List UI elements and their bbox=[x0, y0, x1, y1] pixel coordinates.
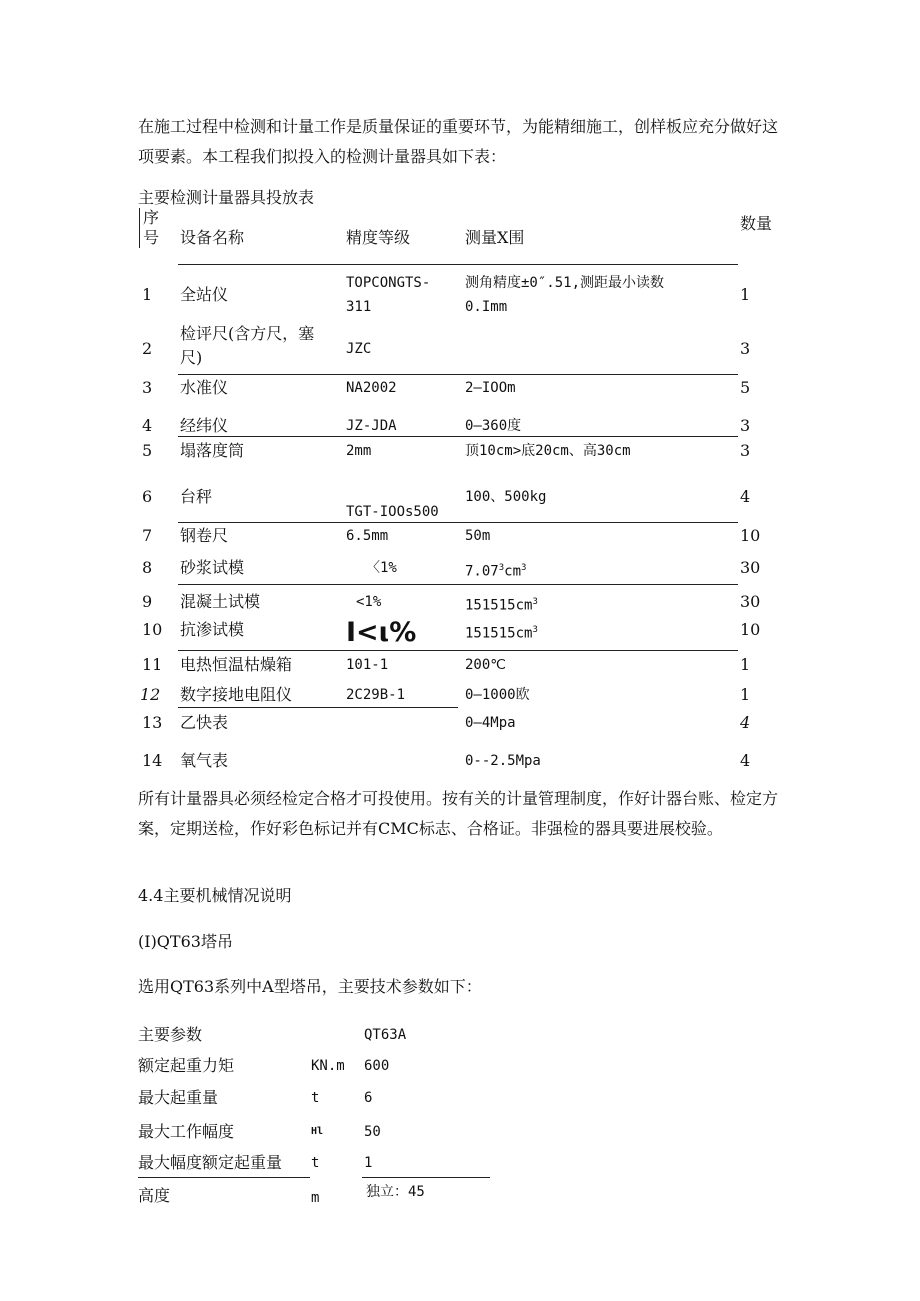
row-name: 氧气表 bbox=[180, 751, 229, 770]
row-name: 钢卷尺 bbox=[180, 526, 229, 545]
param-label: 最大起重量 bbox=[138, 1088, 219, 1107]
header-name: 设备名称 bbox=[180, 228, 245, 247]
row-seq: 8 bbox=[142, 558, 153, 577]
param-label: 高度 bbox=[138, 1186, 171, 1205]
row-precision: TOPCONGTS- bbox=[346, 275, 431, 291]
param-value: 1 bbox=[364, 1155, 373, 1171]
table-rule bbox=[178, 584, 738, 585]
row-precision: NA2002 bbox=[346, 380, 397, 396]
row-qty: 4 bbox=[740, 751, 751, 770]
row-precision: <1% bbox=[356, 594, 382, 610]
row-range: 0—1000欧 bbox=[465, 687, 530, 703]
row-precision: 2C29B-1 bbox=[346, 687, 406, 703]
row-name: 台秤 bbox=[180, 487, 213, 506]
param-unit: KN.m bbox=[311, 1058, 345, 1074]
table-rule bbox=[178, 707, 458, 708]
row-seq: 11 bbox=[142, 655, 163, 674]
params-rule-left bbox=[138, 1177, 310, 1178]
row-range: $7.07^3cm^3$ bbox=[465, 563, 527, 580]
row-range: $151515cm^3$ bbox=[465, 625, 538, 642]
param-unit: m bbox=[311, 1190, 320, 1206]
row-name: 全站仪 bbox=[180, 285, 229, 304]
row-name: 乙快表 bbox=[180, 713, 229, 732]
after-table-paragraph: 所有计量器具必须经检定合格才可投使用。按有关的计量管理制度，作好计器台账、检定方案，定期送检，作好彩色标记并有CMC标志、合格证。非强检的器具要进展校验。 bbox=[138, 789, 779, 838]
row-qty: 1 bbox=[740, 655, 751, 674]
row-precision: 2mm bbox=[346, 443, 372, 459]
row-precision: 311 bbox=[346, 299, 372, 315]
table-rule bbox=[178, 436, 738, 437]
row-range: 100、500kg bbox=[465, 489, 547, 505]
selection-paragraph: 选用QT63系列中A型塔吊，主要技术参数如下： bbox=[138, 977, 482, 996]
table-rule bbox=[178, 374, 738, 375]
param-value: 6 bbox=[364, 1090, 373, 1106]
row-qty: 3 bbox=[740, 416, 751, 435]
param-value: QT63A bbox=[364, 1027, 407, 1043]
table-rule bbox=[178, 650, 738, 651]
row-qty: 10 bbox=[740, 620, 761, 639]
row-seq: 6 bbox=[142, 487, 153, 506]
row-qty: 4 bbox=[740, 713, 751, 732]
row-seq: 10 bbox=[142, 620, 163, 639]
row-range: 200℃ bbox=[465, 657, 507, 673]
params-rule-right bbox=[362, 1177, 490, 1178]
row-qty: 4 bbox=[740, 487, 751, 506]
row-range: 0—360度 bbox=[465, 418, 522, 434]
row-seq: 3 bbox=[142, 378, 153, 397]
param-value: 600 bbox=[364, 1058, 390, 1074]
row-name: 数字接地电阻仪 bbox=[180, 685, 293, 704]
row-range: 2—IOOm bbox=[465, 380, 516, 396]
row-seq: 12 bbox=[140, 685, 161, 704]
row-precision: 101-1 bbox=[346, 657, 389, 673]
param-label: 最大工作幅度 bbox=[138, 1122, 235, 1141]
row-range: 0—4Mpa bbox=[465, 715, 516, 731]
row-name: 塌落度筒 bbox=[180, 441, 245, 460]
header-left-bar bbox=[139, 208, 140, 248]
row-name: 检评尺(含方尺，塞 bbox=[180, 324, 315, 343]
header-seq-top: 序 bbox=[143, 208, 160, 227]
header-range: 测量X围 bbox=[465, 228, 525, 247]
param-unit: Hl bbox=[311, 1126, 324, 1137]
row-seq: 5 bbox=[142, 441, 153, 460]
param-value: 50 bbox=[364, 1124, 381, 1140]
row-name: 混凝土试模 bbox=[180, 592, 261, 611]
row-qty: 10 bbox=[740, 526, 761, 545]
row-seq: 14 bbox=[142, 751, 163, 770]
table-title: 主要检测计量器具投放表 bbox=[138, 188, 315, 207]
row-qty: 3 bbox=[740, 441, 751, 460]
row-seq: 4 bbox=[142, 416, 153, 435]
param-unit: t bbox=[311, 1090, 320, 1106]
row-precision: JZ-JDA bbox=[346, 418, 397, 434]
row-qty: 5 bbox=[740, 378, 751, 397]
param-label: 主要参数 bbox=[138, 1025, 203, 1044]
row-range: 50m bbox=[465, 528, 491, 544]
table-rule bbox=[178, 522, 738, 523]
row-range: $151515cm^3$ bbox=[465, 597, 538, 614]
param-label: 最大幅度额定起重量 bbox=[138, 1153, 283, 1172]
row-qty: 1 bbox=[740, 685, 751, 704]
row-seq: 9 bbox=[142, 592, 153, 611]
row-precision: TGT-IOOs500 bbox=[346, 504, 439, 520]
row-qty: 30 bbox=[740, 558, 761, 577]
table-rule bbox=[178, 264, 738, 265]
intro-paragraph: 在施工过程中检测和计量工作是质量保证的重要环节，为能精细施工，创样板应充分做好这项要素。本工程我们拟投入的检测计量器具如下表： bbox=[138, 117, 779, 166]
section-heading: 4.4主要机械情况说明 bbox=[138, 886, 292, 905]
param-value: 独立：45 bbox=[366, 1184, 425, 1200]
param-unit: t bbox=[311, 1155, 320, 1171]
header-qty: 数量 bbox=[740, 214, 773, 233]
row-precision: JZC bbox=[346, 341, 372, 357]
row-seq: 13 bbox=[142, 713, 163, 732]
row-qty: 3 bbox=[740, 339, 751, 358]
header-precision: 精度等级 bbox=[346, 228, 411, 247]
row-range: 0--2.5Mpa bbox=[465, 753, 541, 769]
row-range: 顶10cm>底20cm、高30cm bbox=[465, 443, 631, 459]
param-label: 额定起重力矩 bbox=[138, 1056, 235, 1075]
row-precision: 6.5mm bbox=[346, 528, 389, 544]
row-range: 0.Imm bbox=[465, 299, 508, 315]
row-qty: 1 bbox=[740, 285, 751, 304]
row-range: 测角精度±0″.51,测距最小读数 bbox=[465, 275, 665, 291]
row-name: 电热恒温枯燥箱 bbox=[180, 655, 293, 674]
row-name: 水准仪 bbox=[180, 378, 229, 397]
row-seq: 2 bbox=[142, 339, 153, 358]
row-qty: 30 bbox=[740, 592, 761, 611]
row-precision: 〈1% bbox=[366, 560, 397, 576]
header-seq-bottom: 号 bbox=[143, 228, 160, 247]
row-precision: I<ι% bbox=[346, 617, 417, 648]
row-name: 抗渗试模 bbox=[180, 620, 245, 639]
row-seq: 7 bbox=[142, 526, 153, 545]
row-seq: 1 bbox=[142, 285, 153, 304]
row-name: 经纬仪 bbox=[180, 416, 229, 435]
row-name: 尺) bbox=[180, 348, 203, 367]
sub-heading: (I)QT63塔吊 bbox=[138, 932, 233, 951]
row-name: 砂浆试模 bbox=[180, 558, 245, 577]
